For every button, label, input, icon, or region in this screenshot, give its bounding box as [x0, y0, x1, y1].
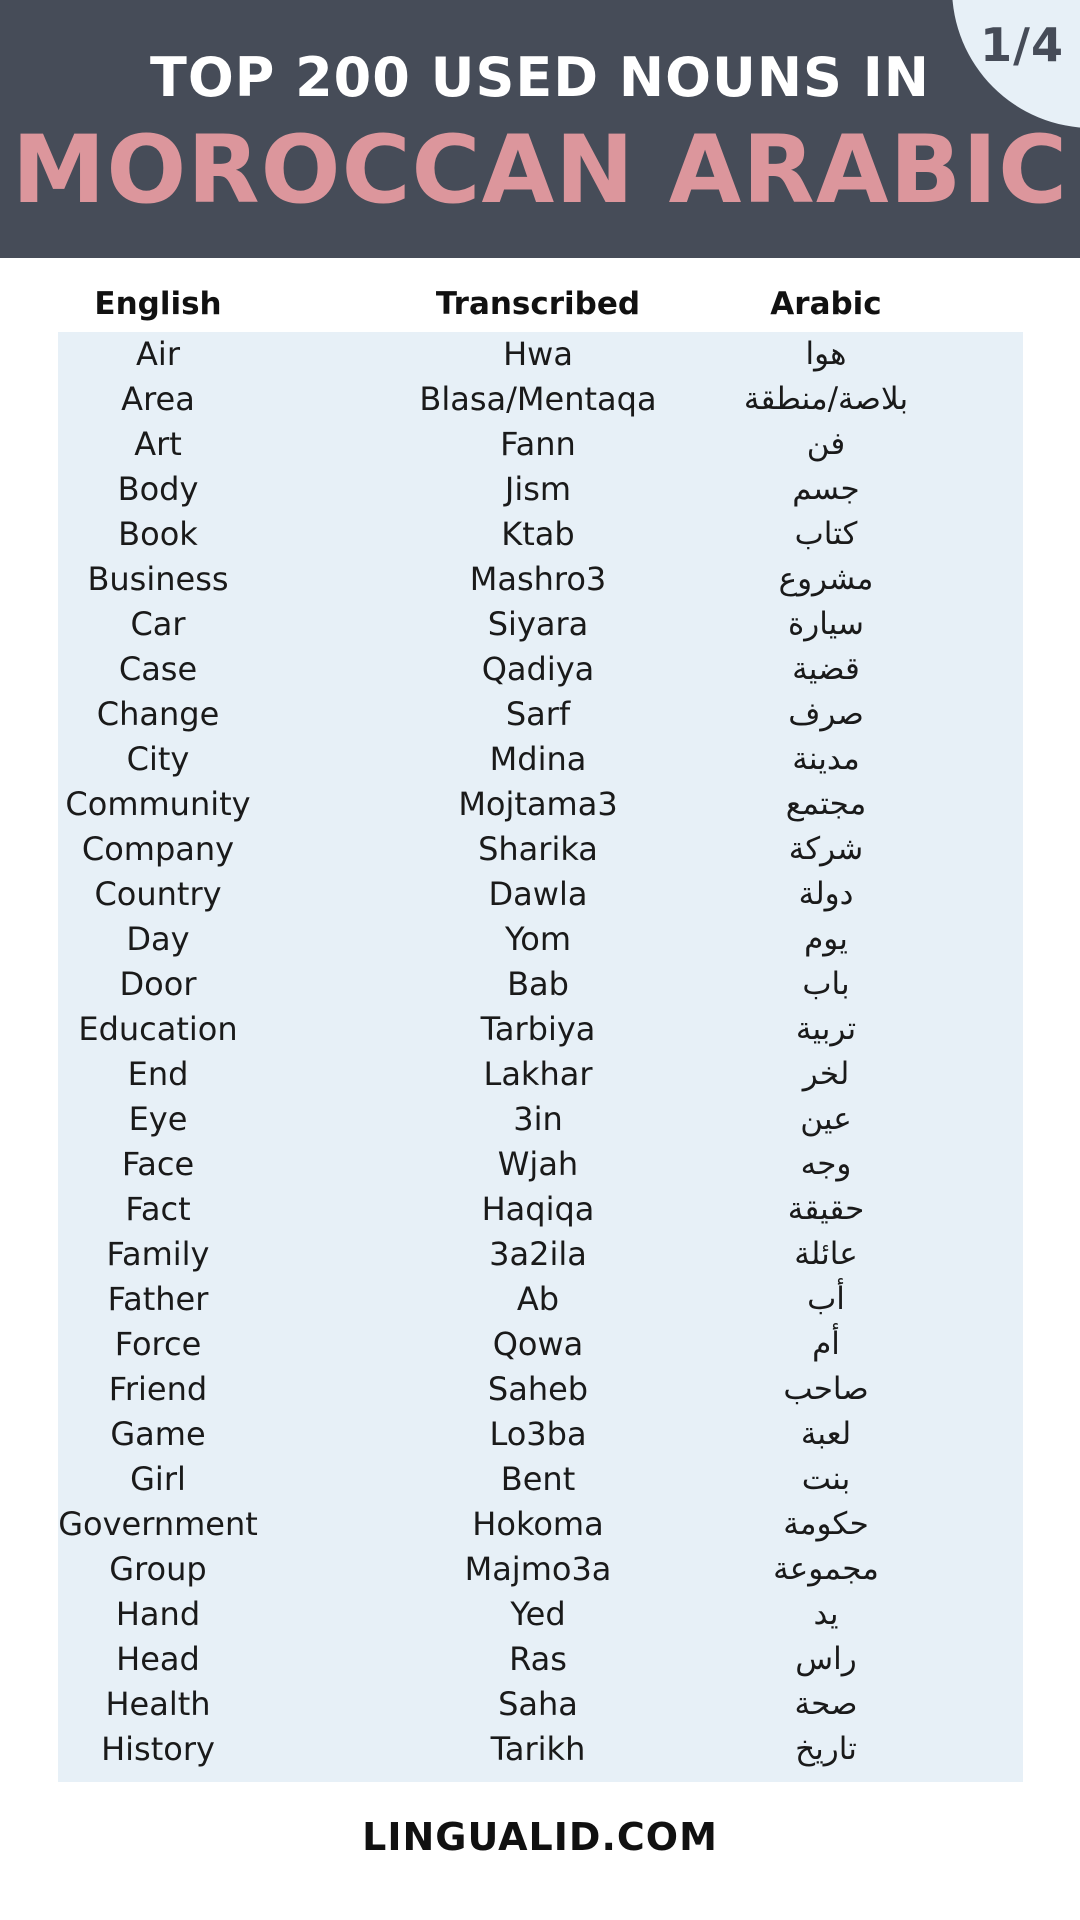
- arabic-word: مشروع: [778, 561, 874, 597]
- table-row: [0, 1009, 1080, 1054]
- transcribed-word: Jism: [504, 470, 572, 508]
- english-word: Eye: [128, 1100, 188, 1138]
- arabic-word: دولة: [798, 876, 854, 912]
- transcribed-word: Saha: [498, 1685, 578, 1723]
- transcribed-word: Haqiqa: [481, 1190, 595, 1228]
- english-word: Father: [107, 1280, 209, 1318]
- transcribed-word: Siyara: [487, 605, 589, 643]
- title-line2: MOROCCAN ARABIC: [11, 116, 1069, 225]
- table-row: [0, 1549, 1080, 1594]
- transcribed-word: Saheb: [487, 1370, 589, 1408]
- transcribed-word: Wjah: [497, 1145, 579, 1183]
- arabic-word: مدينة: [792, 741, 860, 777]
- table-row: [0, 874, 1080, 919]
- arabic-word: حقيقة: [787, 1191, 865, 1227]
- arabic-word: عائلة: [794, 1236, 858, 1272]
- english-word: Case: [118, 650, 198, 688]
- table-row: [0, 964, 1080, 1009]
- table-row: [0, 649, 1080, 694]
- table-row: [0, 1189, 1080, 1234]
- transcribed-word: Ktab: [501, 515, 575, 553]
- arabic-word: لعبة: [800, 1416, 852, 1452]
- page-indicator: 1/4: [980, 18, 1064, 72]
- vocabulary-table: [0, 334, 1080, 1774]
- english-word: Door: [119, 965, 197, 1003]
- table-row: [0, 1324, 1080, 1369]
- english-word: Company: [81, 830, 235, 868]
- arabic-word: مجتمع: [785, 786, 867, 822]
- arabic-word: فن: [806, 426, 846, 462]
- english-word: Car: [130, 605, 186, 643]
- english-word: Health: [105, 1685, 211, 1723]
- column-header-arabic: Arabic: [770, 286, 882, 322]
- english-word: Group: [109, 1550, 207, 1588]
- arabic-word: عين: [800, 1101, 852, 1137]
- transcribed-word: Sarf: [505, 695, 571, 733]
- table-row: [0, 1504, 1080, 1549]
- english-word: Book: [118, 515, 198, 553]
- arabic-word: راس: [795, 1641, 857, 1677]
- transcribed-word: Ras: [509, 1640, 567, 1678]
- arabic-word: صحة: [794, 1686, 858, 1722]
- transcribed-word: Mashro3: [469, 560, 607, 598]
- english-word: Government: [58, 1505, 258, 1543]
- english-word: Girl: [130, 1460, 186, 1498]
- table-row: [0, 1729, 1080, 1774]
- english-word: Day: [126, 920, 190, 958]
- footer-site: LINGUALID.COM: [362, 1815, 718, 1859]
- transcribed-word: Yom: [504, 920, 572, 958]
- arabic-word: حكومة: [783, 1506, 869, 1542]
- table-row: [0, 739, 1080, 784]
- english-word: Family: [106, 1235, 210, 1273]
- transcribed-word: Dawla: [488, 875, 588, 913]
- table-row: [0, 1684, 1080, 1729]
- english-word: Friend: [108, 1370, 208, 1408]
- table-row: [0, 379, 1080, 424]
- arabic-word: بنت: [801, 1461, 851, 1497]
- arabic-word: بلاصة/منطقة: [743, 381, 909, 417]
- arabic-word: جسم: [792, 471, 860, 507]
- table-row: [0, 1459, 1080, 1504]
- arabic-word: باب: [802, 966, 850, 1002]
- table-row: [0, 784, 1080, 829]
- english-word: Face: [121, 1145, 195, 1183]
- transcribed-word: 3in: [513, 1100, 563, 1138]
- table-row: [0, 1144, 1080, 1189]
- arabic-word: أب: [807, 1281, 845, 1317]
- english-word: City: [126, 740, 190, 778]
- transcribed-word: Lakhar: [483, 1055, 593, 1093]
- english-word: Area: [121, 380, 195, 418]
- english-word: Body: [117, 470, 199, 508]
- english-word: Business: [87, 560, 229, 598]
- table-row: [0, 1594, 1080, 1639]
- table-row: [0, 334, 1080, 379]
- arabic-word: هوا: [805, 336, 847, 372]
- transcribed-word: Hokoma: [472, 1505, 604, 1543]
- transcribed-word: Yed: [510, 1595, 566, 1633]
- transcribed-word: Fann: [500, 425, 576, 463]
- arabic-word: لخر: [802, 1056, 850, 1092]
- table-row: [0, 829, 1080, 874]
- transcribed-word: Mdina: [489, 740, 587, 778]
- arabic-word: وجه: [800, 1146, 852, 1182]
- table-row: [0, 694, 1080, 739]
- table-row: [0, 1054, 1080, 1099]
- table-row: [0, 1639, 1080, 1684]
- arabic-word: أم: [812, 1326, 840, 1362]
- arabic-word: سيارة: [788, 606, 864, 642]
- arabic-word: يد: [813, 1596, 839, 1632]
- table-row: [0, 514, 1080, 559]
- arabic-word: تربية: [795, 1011, 857, 1047]
- english-word: Game: [110, 1415, 206, 1453]
- transcribed-word: Ab: [516, 1280, 560, 1318]
- table-row: [0, 1279, 1080, 1324]
- transcribed-word: Tarbiya: [480, 1010, 596, 1048]
- transcribed-word: 3a2ila: [489, 1235, 587, 1273]
- column-header-transcribed: Transcribed: [435, 286, 641, 322]
- transcribed-word: Bab: [507, 965, 569, 1003]
- table-row: [0, 1369, 1080, 1414]
- table-row: [0, 559, 1080, 604]
- arabic-word: كتاب: [794, 516, 858, 552]
- english-word: History: [101, 1730, 215, 1768]
- english-word: Force: [114, 1325, 202, 1363]
- table-row: [0, 604, 1080, 649]
- transcribed-word: Sharika: [478, 830, 598, 868]
- english-word: End: [127, 1055, 189, 1093]
- table-row: [0, 1099, 1080, 1144]
- column-header-english: English: [94, 286, 222, 322]
- english-word: Education: [78, 1010, 238, 1048]
- table-row: [0, 919, 1080, 964]
- transcribed-word: Majmo3a: [464, 1550, 612, 1588]
- english-word: Country: [94, 875, 222, 913]
- table-row: [0, 469, 1080, 514]
- transcribed-word: Lo3ba: [489, 1415, 587, 1453]
- english-word: Hand: [115, 1595, 201, 1633]
- transcribed-word: Qadiya: [481, 650, 595, 688]
- transcribed-word: Bent: [500, 1460, 576, 1498]
- english-word: Art: [134, 425, 182, 463]
- english-word: Air: [136, 335, 180, 373]
- arabic-word: صرف: [788, 696, 864, 732]
- arabic-word: مجموعة: [773, 1551, 879, 1587]
- header-banner: [0, 0, 1080, 258]
- arabic-word: شركة: [788, 831, 864, 867]
- transcribed-word: Hwa: [503, 335, 573, 373]
- english-word: Change: [96, 695, 220, 733]
- arabic-word: صاحب: [783, 1371, 869, 1407]
- english-word: Head: [116, 1640, 200, 1678]
- transcribed-word: Qowa: [492, 1325, 584, 1363]
- arabic-word: قضية: [792, 651, 860, 687]
- arabic-word: يوم: [804, 921, 848, 957]
- arabic-word: تاريخ: [795, 1731, 857, 1767]
- transcribed-word: Blasa/Mentaqa: [419, 380, 657, 418]
- table-row: [0, 1414, 1080, 1459]
- table-row: [0, 1234, 1080, 1279]
- title-line1: TOP 200 USED NOUNS IN: [149, 46, 930, 109]
- transcribed-word: Tarikh: [490, 1730, 586, 1768]
- english-word: Fact: [125, 1190, 191, 1228]
- transcribed-word: Mojtama3: [458, 785, 618, 823]
- english-word: Community: [65, 785, 251, 823]
- table-row: [0, 424, 1080, 469]
